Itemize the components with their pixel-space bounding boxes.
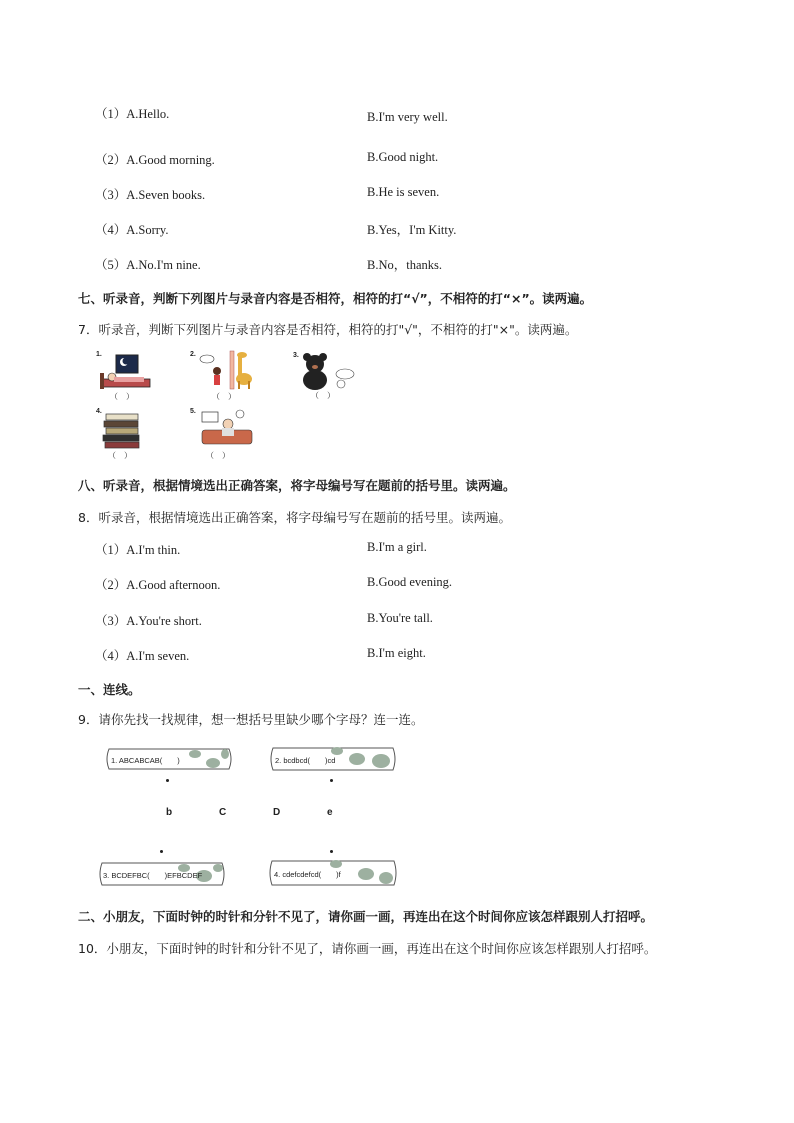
section2-question: 10．小朋友，下面时钟的时针和分针不见了，请你画一画，再连出在这个时间你应该怎样跟别人打招呼。 (78, 941, 657, 956)
picture-5-number: 5. (190, 408, 196, 415)
q6-option-3a: （3）A.Seven books. (95, 188, 206, 202)
section8-question: 8．听录音，根据情境选出正确答案，将字母编号写在题前的括号里。读两遍。 (78, 510, 511, 525)
picture-5-answer-paren[interactable]: （ ） (206, 451, 230, 460)
q6-option-2b: B.Good night. (367, 150, 439, 164)
picture-1-answer-paren[interactable]: （ ） (110, 392, 134, 401)
picture-2 (190, 349, 254, 399)
match-letter-e[interactable]: e (327, 807, 333, 818)
section7-question: 7．听录音，判断下列图片与录音内容是否相符，相符的打"√"，不相符的打"×"。读两遍。 (78, 322, 578, 337)
section1-question: 9．请你先找一找规律，想一想括号里缺少哪个字母？连一连。 (78, 712, 424, 727)
books-icon (100, 412, 150, 454)
picture-4-answer-paren[interactable]: （ ） (108, 451, 132, 460)
picture-3-number: 3. (293, 352, 299, 359)
match-letter-b[interactable]: b (166, 807, 173, 818)
q6-option-4b: B.Yes，I'm Kitty. (367, 223, 457, 237)
picture-1-number: 1. (96, 351, 102, 358)
boy-bed-icon (196, 408, 256, 448)
section7-heading: 七、听录音，判断下列图片与录音内容是否相符，相符的打“√”，不相符的打“×”。读两遍。 (78, 291, 593, 306)
pattern-cloud-4 (266, 858, 400, 888)
pattern-cloud-2 (267, 745, 399, 773)
bed-night-icon (96, 353, 152, 391)
cloud-4-dot[interactable] (330, 850, 333, 853)
cloud-2-dot[interactable] (330, 779, 333, 782)
pattern-cloud-1-text: 1. ABCABCAB( ) (111, 756, 180, 765)
q8-option-4a: （4）A.I'm seven. (95, 649, 190, 663)
picture-3-answer-paren[interactable]: （ ） (311, 391, 335, 400)
q6-option-2a: （2）A.Good morning. (95, 153, 215, 167)
q6-option-1a: （1）A.Hello. (95, 107, 170, 121)
picture-2-number: 2. (190, 351, 196, 358)
pattern-cloud-3-text: 3. BCDEFBC( )EFBCDEF (103, 871, 203, 880)
giraffe-girl-icon (190, 349, 254, 391)
cloud-1-dot[interactable] (166, 779, 169, 782)
picture-3 (293, 350, 357, 400)
q6-option-5a: （5）A.No.I'm nine. (95, 258, 201, 272)
q8-option-1b: B.I'm a girl. (367, 540, 427, 554)
q6-option-3b: B.He is seven. (367, 185, 440, 199)
q8-option-3a: （3）A.You're short. (95, 614, 202, 628)
pattern-cloud-3 (96, 860, 228, 888)
match-letter-D[interactable]: D (273, 807, 281, 818)
picture-2-answer-paren[interactable]: （ ） (212, 392, 236, 401)
q8-option-2b: B.Good evening. (367, 575, 453, 589)
q8-option-4b: B.I'm eight. (367, 646, 426, 660)
match-letter-C[interactable]: C (219, 807, 227, 818)
picture-4-number: 4. (96, 408, 102, 415)
pattern-cloud-1 (103, 745, 235, 773)
q6-option-5b: B.No，thanks. (367, 258, 443, 272)
pattern-cloud-2-text: 2. bcdbcd( )cd (275, 756, 336, 765)
section2-heading: 二、小朋友，下面时钟的时针和分针不见了，请你画一画，再连出在这个时间你应该怎样跟别人打招呼。 (78, 909, 654, 924)
section1-heading: 一、连线。 (78, 682, 141, 697)
picture-5 (190, 408, 256, 462)
q6-option-4a: （4）A.Sorry. (95, 223, 169, 237)
pattern-cloud-4-text: 4. cdefcdefcd( )f (274, 870, 341, 879)
picture-4 (96, 408, 152, 462)
q8-option-2a: （2）A.Good afternoon. (95, 578, 221, 592)
q8-option-1a: （1）A.I'm thin. (95, 543, 181, 557)
picture-1 (96, 351, 152, 401)
q6-option-1b: B.I'm very well. (367, 110, 448, 124)
section8-heading: 八、听录音，根据情境选出正确答案，将字母编号写在题前的括号里。读两遍。 (78, 478, 516, 493)
q8-option-3b: B.You're tall. (367, 611, 433, 625)
cloud-3-dot[interactable] (160, 850, 163, 853)
bear-icon (293, 350, 357, 392)
